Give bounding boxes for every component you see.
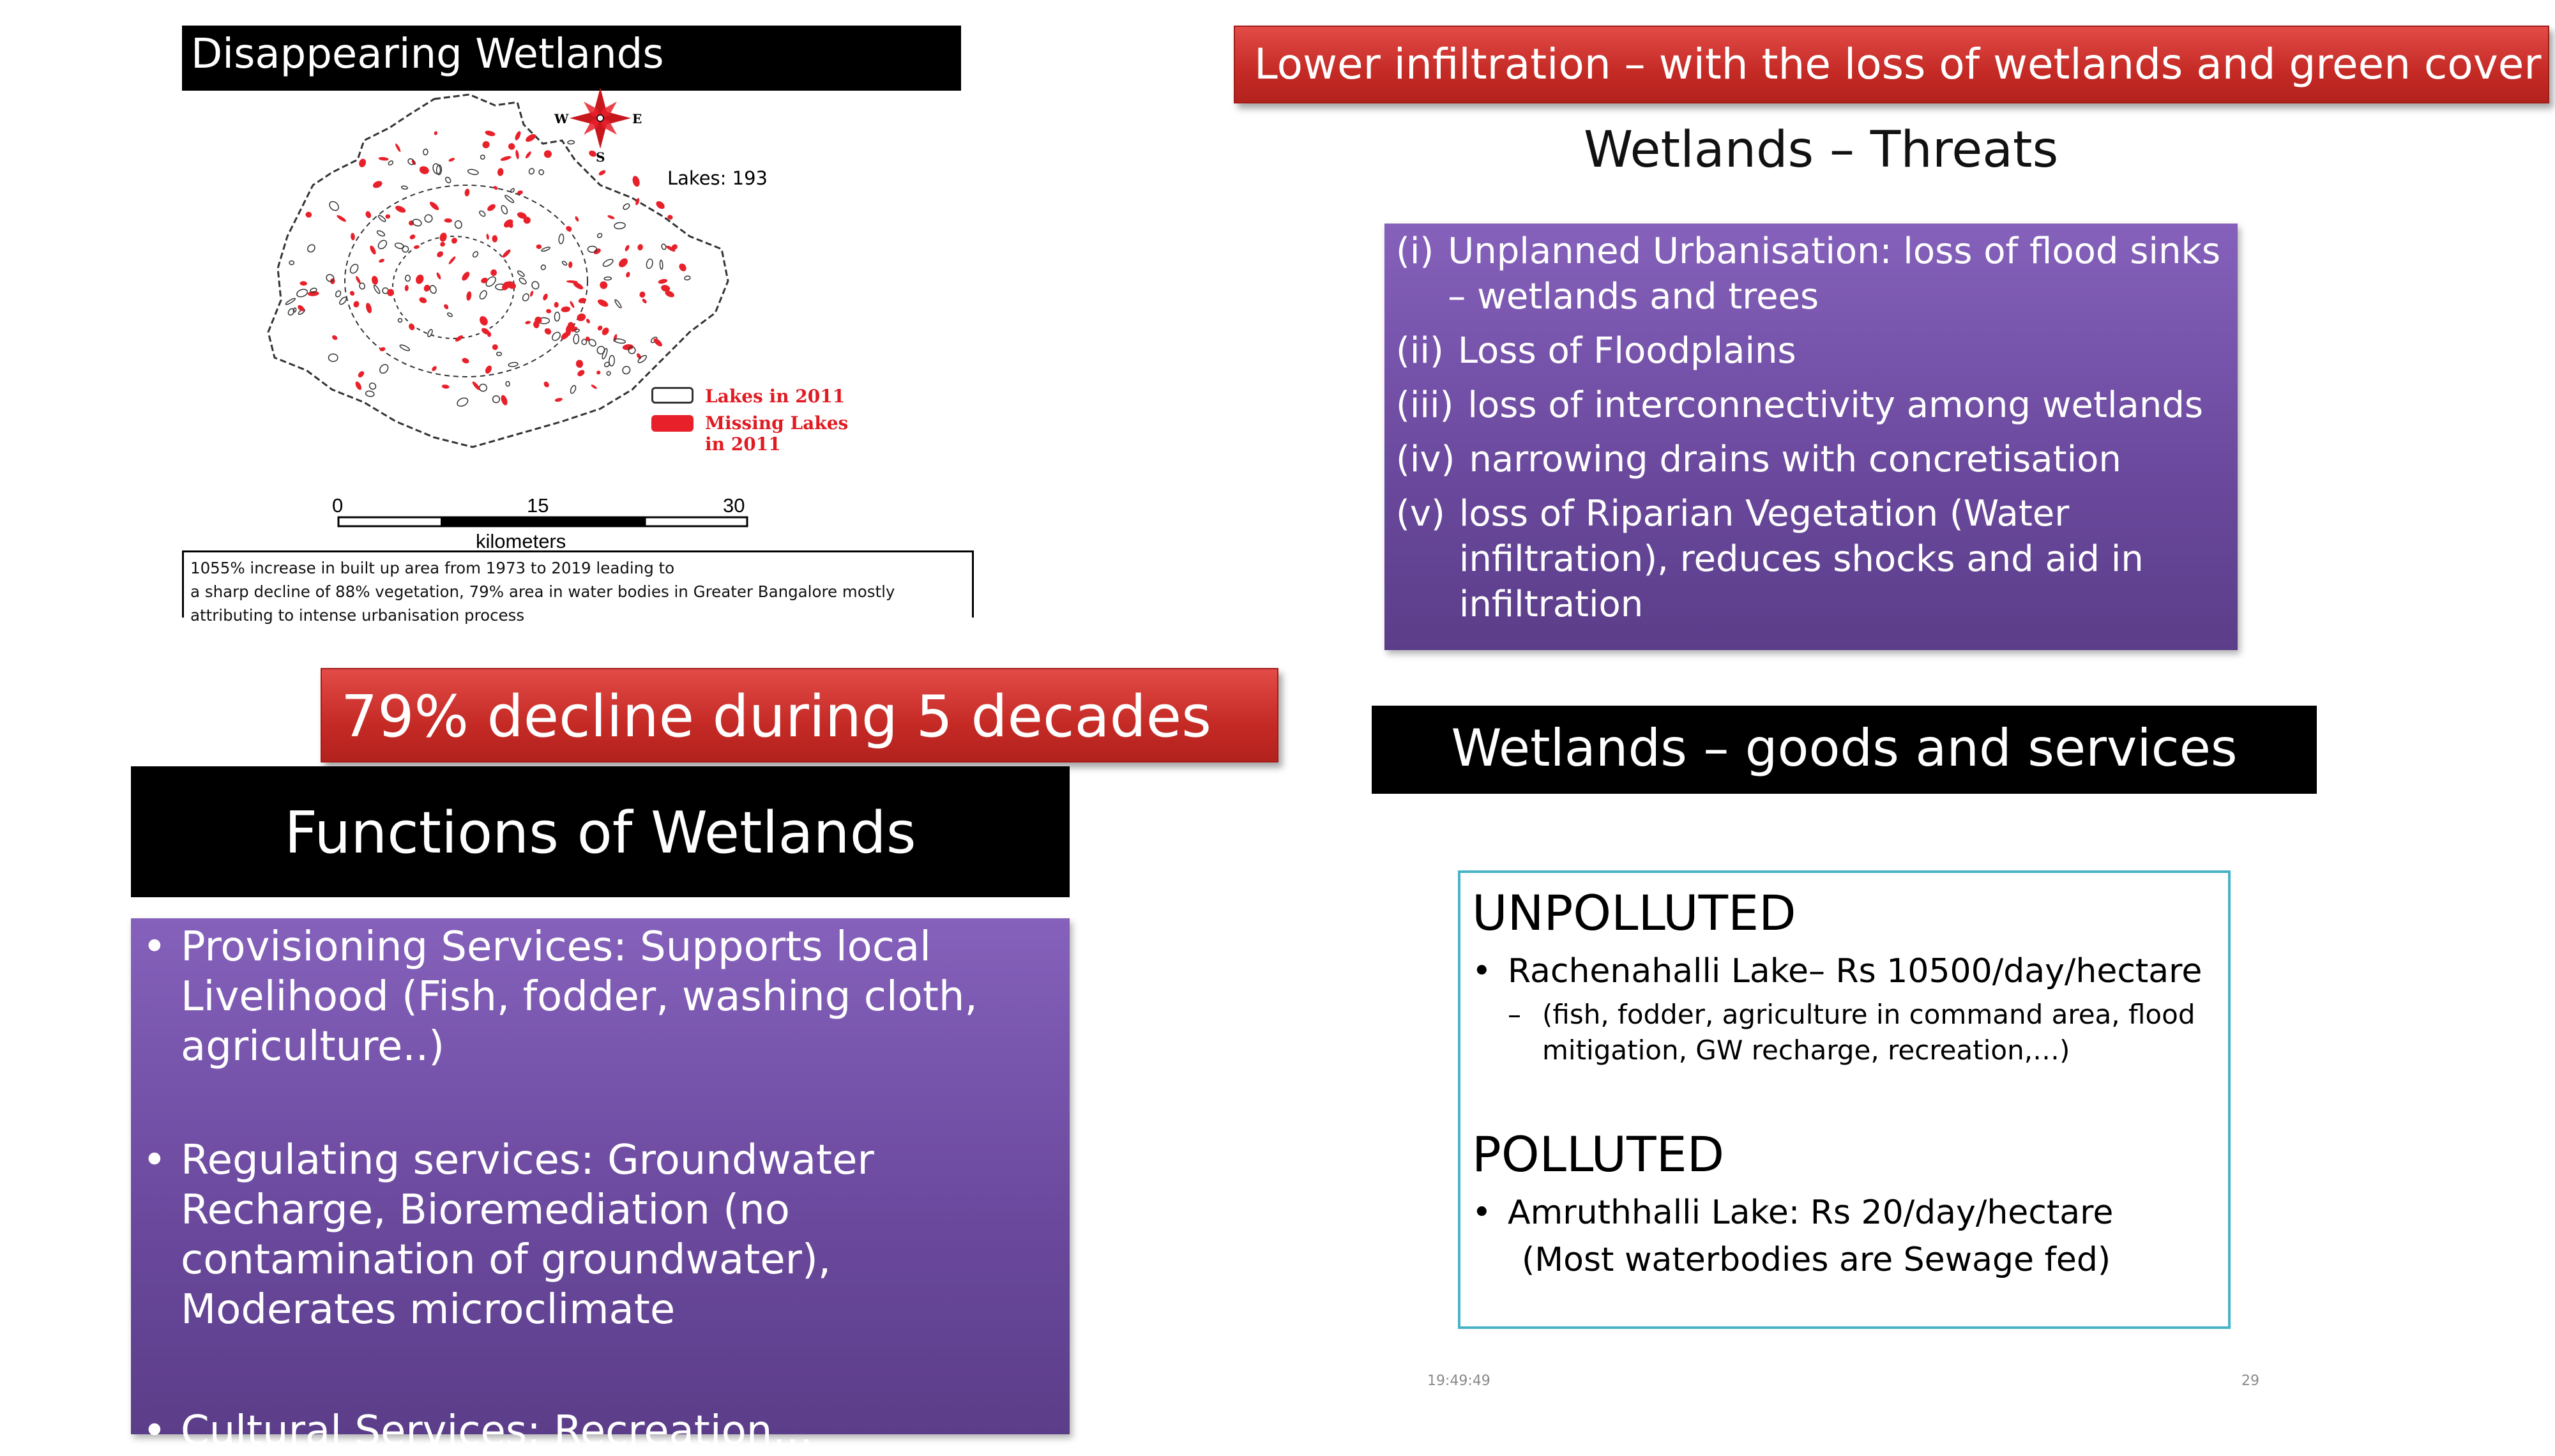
lake-2011-marker xyxy=(621,365,632,375)
missing-lake-marker xyxy=(655,199,666,210)
lake-2011-marker xyxy=(596,232,603,238)
missing-lake-marker xyxy=(596,298,609,308)
map-caption-line-1: 1055% increase in built up area from 1973 to 2019 leading to xyxy=(190,559,675,577)
threat-item xyxy=(1396,383,2238,428)
decline-banner: 79% decline during 5 decades xyxy=(321,668,1278,762)
lake-2011-marker xyxy=(622,202,630,210)
lakes-count: Lakes: 193 xyxy=(667,167,768,189)
bullet: • xyxy=(142,1137,167,1184)
unpolluted-text: Rachenahalli Lake– Rs 10500/day/hectare xyxy=(1508,952,2202,990)
threat-item xyxy=(1396,491,2238,627)
legend-missing-line2: in 2011 xyxy=(705,434,781,455)
missing-lake-marker xyxy=(464,188,470,197)
missing-lake-marker xyxy=(625,271,630,278)
missing-lake-marker xyxy=(484,365,493,375)
lake-2011-marker xyxy=(377,215,386,223)
lake-2011-marker xyxy=(504,194,515,203)
missing-lake-marker xyxy=(536,244,542,249)
missing-lake-marker xyxy=(466,291,472,301)
missing-lake-marker xyxy=(299,281,307,286)
map-title: Disappearing Wetlands xyxy=(182,26,961,91)
lake-2011-marker xyxy=(517,270,525,278)
lake-2011-marker xyxy=(467,169,479,176)
map-caption-line-3: attributing to intense urbanisation process xyxy=(190,606,525,625)
bullet: • xyxy=(142,923,167,971)
lake-2011-marker xyxy=(614,222,626,229)
compass-w: W xyxy=(554,111,569,126)
missing-lake-marker xyxy=(546,308,552,314)
missing-lake-marker xyxy=(351,232,356,240)
bullet: • xyxy=(142,1407,167,1455)
missing-lake-marker xyxy=(635,197,640,206)
unpolluted-item xyxy=(1472,951,2228,992)
missing-lake-marker xyxy=(543,327,552,336)
missing-lake-marker xyxy=(448,157,455,162)
missing-lake-marker xyxy=(395,143,402,153)
lake-2011-marker xyxy=(429,285,437,294)
legend-label-lakes-2011: Lakes in 2011 xyxy=(705,386,845,407)
threat-item xyxy=(1396,328,2238,374)
missing-lake-marker xyxy=(365,210,372,219)
threats-title: Wetlands – Threats xyxy=(1584,121,2059,179)
lake-2011-marker xyxy=(373,285,381,294)
lake-2011-marker xyxy=(684,276,690,280)
map-caption-box xyxy=(182,550,974,625)
missing-lake-marker xyxy=(624,245,630,252)
missing-lake-marker xyxy=(353,300,360,308)
lake-2011-marker xyxy=(378,363,390,375)
missing-lake-marker xyxy=(578,297,587,303)
threat-text: Loss of Floodplains xyxy=(1457,330,1796,372)
lake-2011-marker xyxy=(289,261,294,265)
lake-2011-marker xyxy=(609,355,614,366)
lake-2011-marker xyxy=(479,383,488,392)
missing-lake-marker xyxy=(632,175,641,188)
polluted-note: (Most waterbodies are Sewage fed) xyxy=(1522,1241,2111,1279)
lake-2011-marker xyxy=(538,169,544,176)
threat-number: (iii) xyxy=(1396,384,1454,426)
lake-2011-marker xyxy=(559,234,565,244)
lake-2011-marker xyxy=(588,246,596,252)
missing-lake-marker xyxy=(379,347,386,352)
missing-lake-marker xyxy=(448,255,457,265)
missing-lake-marker xyxy=(544,150,552,158)
lake-2011-marker xyxy=(614,338,626,344)
lake-2011-marker xyxy=(456,397,469,408)
missing-lake-marker xyxy=(493,185,499,190)
unpolluted-heading: UNPOLLUTED xyxy=(1472,884,1796,941)
threat-item xyxy=(1396,229,2238,319)
lake-2011-marker xyxy=(296,288,308,298)
scale-tick-15: 15 xyxy=(527,494,549,517)
missing-lake-marker xyxy=(418,165,430,176)
missing-lake-marker xyxy=(385,214,391,220)
lake-2011-marker xyxy=(550,331,561,342)
lake-2011-marker xyxy=(398,318,402,322)
legend-label-missing-lakes xyxy=(705,413,848,455)
missing-lake-marker xyxy=(554,397,563,402)
missing-lake-marker xyxy=(436,250,444,259)
missing-lake-marker xyxy=(574,216,579,222)
missing-lake-marker xyxy=(414,273,425,285)
polluted-heading: POLLUTED xyxy=(1472,1126,1725,1183)
lake-2011-marker xyxy=(402,246,409,253)
missing-lake-marker xyxy=(372,179,383,189)
function-text: Regulating services: Groundwater Recharge, Bioremediation (no contamination of groundwater), Moderates microclimate xyxy=(181,1137,874,1333)
lake-2011-marker xyxy=(561,261,567,266)
lake-2011-marker xyxy=(406,275,411,281)
missing-lake-marker xyxy=(365,302,372,314)
missing-lake-marker xyxy=(576,312,587,322)
missing-lake-marker xyxy=(641,298,647,305)
missing-lake-marker xyxy=(443,303,450,310)
missing-lake-marker xyxy=(543,381,550,388)
threat-number: (i) xyxy=(1396,231,1434,272)
missing-lake-marker xyxy=(565,225,573,232)
lake-2011-marker xyxy=(606,371,610,376)
missing-lake-marker xyxy=(371,275,379,285)
function-text: Cultural Services: Recreation… xyxy=(181,1407,814,1455)
functions-list xyxy=(131,918,1070,1455)
missing-lake-marker xyxy=(524,133,537,144)
lake-2011-marker xyxy=(570,384,577,394)
missing-lake-marker xyxy=(585,336,591,342)
polluted-text: Amruthhalli Lake: Rs 20/day/hectare xyxy=(1508,1194,2114,1232)
lake-2011-marker xyxy=(497,353,502,356)
lake-2011-marker xyxy=(510,188,515,193)
missing-lake-marker xyxy=(405,285,409,291)
lake-2011-marker xyxy=(349,263,360,275)
missing-lake-marker xyxy=(515,149,519,159)
missing-lake-marker xyxy=(491,344,499,351)
missing-lake-marker xyxy=(369,245,377,255)
missing-lake-marker xyxy=(569,300,575,308)
missing-lake-marker xyxy=(591,384,598,390)
missing-lake-marker xyxy=(500,155,512,162)
missing-lake-marker xyxy=(480,277,489,284)
lake-2011-marker xyxy=(285,298,296,305)
missing-lake-marker xyxy=(576,368,586,377)
lake-2011-marker xyxy=(423,149,428,155)
lake-2011-marker xyxy=(519,277,527,285)
missing-lake-marker xyxy=(378,258,385,263)
lake-2011-marker xyxy=(614,299,623,308)
missing-lake-marker xyxy=(500,394,509,406)
missing-lake-marker xyxy=(439,232,448,243)
threat-text: loss of interconnectivity among wetlands xyxy=(1467,384,2204,426)
lake-2011-marker xyxy=(447,312,453,317)
lake-2011-marker xyxy=(604,277,611,280)
threat-text: Unplanned Urbanisation: loss of flood sinks – wetlands and trees xyxy=(1448,231,2221,317)
missing-lake-marker xyxy=(436,272,441,280)
threat-item xyxy=(1396,437,2238,482)
missing-lake-marker xyxy=(524,151,532,159)
threat-text: loss of Riparian Vegetation (Water infiltration), reduces shocks and aid in infiltration xyxy=(1459,493,2144,625)
threats-list xyxy=(1384,224,2238,650)
missing-lake-marker xyxy=(460,270,471,282)
threat-number: (iv) xyxy=(1396,439,1455,480)
missing-lake-marker xyxy=(481,140,491,150)
lake-2011-marker xyxy=(293,308,296,313)
missing-lake-marker xyxy=(431,365,437,372)
legend-missing-line1: Missing Lakes xyxy=(705,413,849,434)
missing-lake-marker xyxy=(444,218,452,223)
missing-lake-marker xyxy=(612,333,618,342)
missing-lake-marker xyxy=(497,168,504,177)
missing-lake-marker xyxy=(596,370,601,375)
lake-2011-marker xyxy=(335,290,342,298)
scale-tick-30: 30 xyxy=(723,494,745,517)
lake-markers xyxy=(285,130,690,408)
missing-lake-marker xyxy=(586,318,591,324)
lake-2011-marker xyxy=(541,246,550,252)
missing-lake-marker xyxy=(308,291,319,296)
goods-services-title: Wetlands – goods and services xyxy=(1372,706,2317,794)
missing-lake-marker xyxy=(507,142,517,151)
missing-lake-marker xyxy=(413,245,420,250)
lake-2011-marker xyxy=(554,312,559,321)
scale-unit: kilometers xyxy=(476,530,566,552)
compass-e: E xyxy=(632,111,642,126)
missing-lake-marker xyxy=(434,131,438,136)
lake-2011-marker xyxy=(376,230,385,238)
compass-s: S xyxy=(596,149,605,165)
missing-lake-marker xyxy=(637,243,643,251)
lake-2011-marker xyxy=(531,280,540,290)
missing-lake-marker xyxy=(561,306,571,313)
missing-lake-marker xyxy=(394,204,406,214)
missing-lake-marker xyxy=(336,214,347,223)
missing-lake-marker xyxy=(593,247,602,255)
bullet: • xyxy=(1472,952,1492,990)
missing-lake-marker xyxy=(409,234,416,241)
missing-lake-marker xyxy=(439,241,446,247)
polluted-item xyxy=(1472,1192,2228,1233)
lake-2011-marker xyxy=(661,243,667,250)
missing-lake-marker xyxy=(529,291,534,297)
lake-2011-marker xyxy=(568,140,575,144)
missing-lake-marker xyxy=(575,360,584,368)
function-item xyxy=(142,1135,1054,1335)
missing-lake-marker xyxy=(525,321,531,325)
missing-lake-marker xyxy=(617,257,629,269)
unpolluted-subtext: (fish, fodder, agriculture in command area, flood mitigation, GW recharge, recreation,…) xyxy=(1542,999,2195,1066)
lake-2011-marker xyxy=(540,264,546,270)
missing-lake-marker xyxy=(461,357,470,365)
missing-lake-marker xyxy=(378,156,388,161)
lake-2011-marker xyxy=(399,344,410,351)
missing-lake-marker xyxy=(554,302,559,308)
lake-2011-marker xyxy=(329,354,338,361)
lake-2011-marker xyxy=(573,334,579,344)
missing-lake-marker xyxy=(357,370,365,378)
threat-text: narrowing drains with concretisation xyxy=(1469,439,2121,480)
missing-lake-marker xyxy=(486,203,497,213)
lake-2011-marker xyxy=(338,296,348,306)
missing-lake-marker xyxy=(639,291,646,298)
map-caption-line-2: a sharp decline of 88% vegetation, 79% area in water bodies in Greater Bangalore mostly xyxy=(190,582,895,601)
lake-2011-marker xyxy=(401,186,407,190)
function-item xyxy=(142,1406,1054,1456)
function-item xyxy=(142,922,1054,1072)
lake-2011-marker xyxy=(478,210,486,218)
missing-lake-marker xyxy=(407,322,416,331)
functions-title: Functions of Wetlands xyxy=(131,766,1070,897)
missing-lake-marker xyxy=(354,381,363,391)
missing-lake-marker xyxy=(490,269,497,276)
missing-lake-marker xyxy=(542,293,549,301)
lake-2011-marker xyxy=(480,155,485,160)
lake-2011-marker xyxy=(646,259,653,269)
missing-lake-marker xyxy=(596,324,603,331)
missing-lake-marker xyxy=(331,335,338,341)
lake-2011-marker xyxy=(328,200,340,213)
valuation-box xyxy=(1458,870,2231,1329)
slide-time: 19:49:49 xyxy=(1427,1373,1490,1389)
legend-swatch-missing-lakes xyxy=(651,415,694,432)
lake-2011-marker xyxy=(492,395,500,403)
lake-2011-marker xyxy=(306,243,316,254)
unpolluted-subitem xyxy=(1508,997,2228,1068)
missing-lake-marker xyxy=(441,384,450,390)
threat-number: (ii) xyxy=(1396,330,1444,372)
lake-2011-marker xyxy=(423,213,434,224)
missing-lake-marker xyxy=(428,201,440,211)
missing-lake-marker xyxy=(492,235,498,242)
missing-lake-marker xyxy=(355,275,361,284)
missing-lake-marker xyxy=(358,158,367,168)
lake-2011-marker xyxy=(602,258,614,268)
lake-2011-marker xyxy=(508,362,519,367)
lake-2011-marker xyxy=(444,176,451,184)
compass-n: N xyxy=(596,74,608,89)
missing-lake-marker xyxy=(305,211,312,218)
lake-2011-marker xyxy=(365,390,375,397)
legend-swatch-lakes-2011 xyxy=(651,387,694,404)
lake-2011-marker xyxy=(500,204,508,215)
lake-2011-marker xyxy=(368,382,377,391)
missing-lake-marker xyxy=(486,234,489,240)
missing-lake-marker xyxy=(349,290,355,296)
lake-2011-marker xyxy=(660,260,663,269)
missing-lake-marker xyxy=(418,296,428,305)
missing-lake-marker xyxy=(568,261,573,268)
missing-lake-marker xyxy=(598,280,609,291)
lake-2011-marker xyxy=(377,239,388,250)
missing-lake-marker xyxy=(658,278,668,285)
slide-number: 29 xyxy=(2241,1373,2259,1389)
missing-lake-marker xyxy=(478,315,489,327)
function-text: Provisioning Services: Supports local Livelihood (Fish, fodder, washing cloth, agriculture..) xyxy=(181,923,978,1070)
bullet: • xyxy=(1472,1194,1492,1232)
threat-number: (v) xyxy=(1396,493,1445,535)
missing-lake-marker xyxy=(607,215,616,220)
missing-lake-marker xyxy=(678,262,688,273)
lake-2011-marker xyxy=(528,168,535,175)
lake-2011-marker xyxy=(472,251,479,258)
lake-2011-marker xyxy=(454,220,462,229)
scale-tick-0: 0 xyxy=(332,494,344,517)
lake-2011-marker xyxy=(388,160,393,166)
missing-lake-marker xyxy=(501,248,512,259)
dash: – xyxy=(1508,999,1521,1030)
lake-2011-marker xyxy=(522,292,530,301)
missing-lake-marker xyxy=(514,130,522,141)
missing-lake-marker xyxy=(450,237,458,245)
missing-lake-marker xyxy=(485,130,496,137)
infiltration-banner: Lower infiltration – with the loss of wetlands and green cover xyxy=(1234,26,2549,103)
lake-2011-marker xyxy=(427,329,433,337)
lake-2011-marker xyxy=(478,289,488,300)
lake-2011-marker xyxy=(506,381,510,386)
missing-lake-marker xyxy=(598,169,606,176)
